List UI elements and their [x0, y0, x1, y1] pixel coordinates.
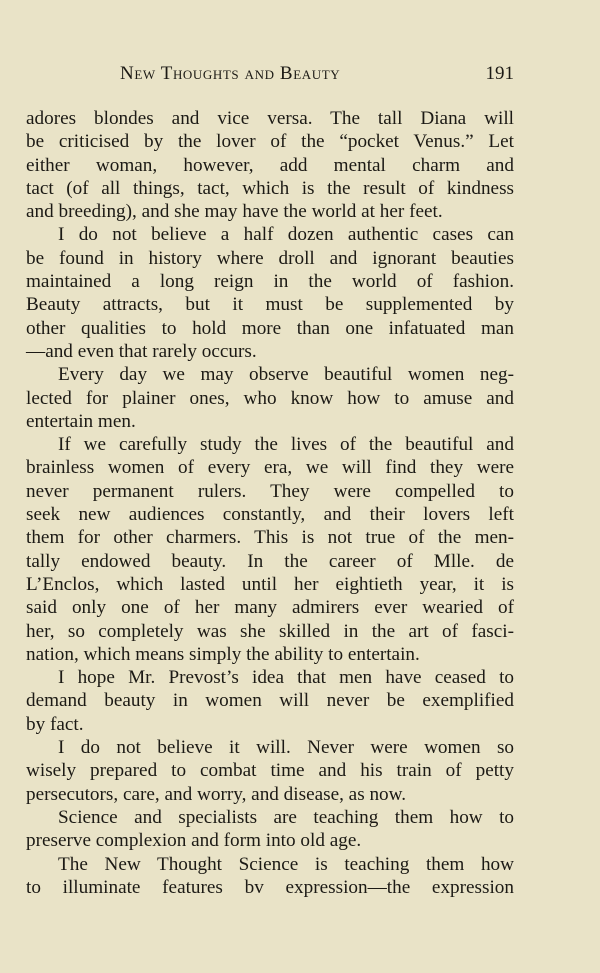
text-line: other qualities to hold more than one infatuated man [26, 317, 514, 339]
running-head [26, 63, 514, 89]
text-line: If we carefully study the lives of the beautiful and [58, 434, 514, 456]
text-line: I do not believe a half dozen authentic cases can [58, 224, 514, 246]
text-line: I hope Mr. Prevost’s idea that men have ceased to [58, 667, 514, 689]
text-line: Beauty attracts, but it must be supplemented by [26, 294, 514, 316]
text-line: adores blondes and vice versa. The tall Diana will [26, 108, 514, 129]
text-line: to illuminate features bv expression—the expression [26, 876, 514, 898]
text-line: persecutors, care, and worry, and disease, as now. [26, 783, 407, 805]
text-line: nation, which means simply the ability to entertain. [26, 643, 420, 665]
text-line: her, so completely was she skilled in the art of fasci- [26, 620, 514, 642]
text-line: Science and specialists are teaching them how to [58, 806, 514, 828]
text-line: demand beauty in women will never be exemplified [26, 690, 514, 712]
text-line: either woman, however, add mental charm and [26, 154, 514, 176]
text-line: be criticised by the lover of the “pocket Venus.” Let [26, 131, 514, 153]
text-line: lected for plainer ones, who know how to amuse and [26, 387, 514, 409]
text-line: said only one of her many admirers ever wearied of [26, 597, 514, 619]
text-line: L’Enclos, which lasted until her eightieth year, it is [26, 573, 514, 595]
text-line: seek new audiences constantly, and their lovers left [26, 504, 514, 526]
text-line: by fact. [26, 713, 84, 735]
text-line: them for other charmers. This is not true of the men- [26, 527, 514, 549]
text-line: tact (of all things, tact, which is the result of kindness [26, 177, 514, 199]
text-line: be found in history where droll and ignorant beauties [26, 247, 514, 269]
text-line: The New Thought Science is teaching them how [58, 853, 514, 875]
text-line: —and even that rarely occurs. [26, 340, 257, 362]
text-line: tally endowed beauty. In the career of Mlle. de [26, 550, 514, 572]
body-text [26, 107, 514, 899]
text-line: and breeding), and she may have the world at her feet. [26, 201, 443, 223]
text-line: preserve complexion and form into old age. [26, 830, 362, 852]
text-line: wisely prepared to combat time and his train of petty [26, 760, 514, 782]
running-title: New Thoughts and Beauty [120, 63, 341, 84]
text-line: entertain men. [26, 410, 136, 432]
page-number: 191 [485, 63, 514, 84]
text-line: never permanent rulers. They were compelled to [26, 480, 514, 502]
text-line: Every day we may observe beautiful women neg- [58, 364, 514, 386]
text-line: I do not believe it will. Never were women so [58, 737, 514, 759]
text-line: brainless women of every era, we will find they were [26, 457, 514, 479]
text-line: maintained a long reign in the world of fashion. [26, 271, 514, 293]
